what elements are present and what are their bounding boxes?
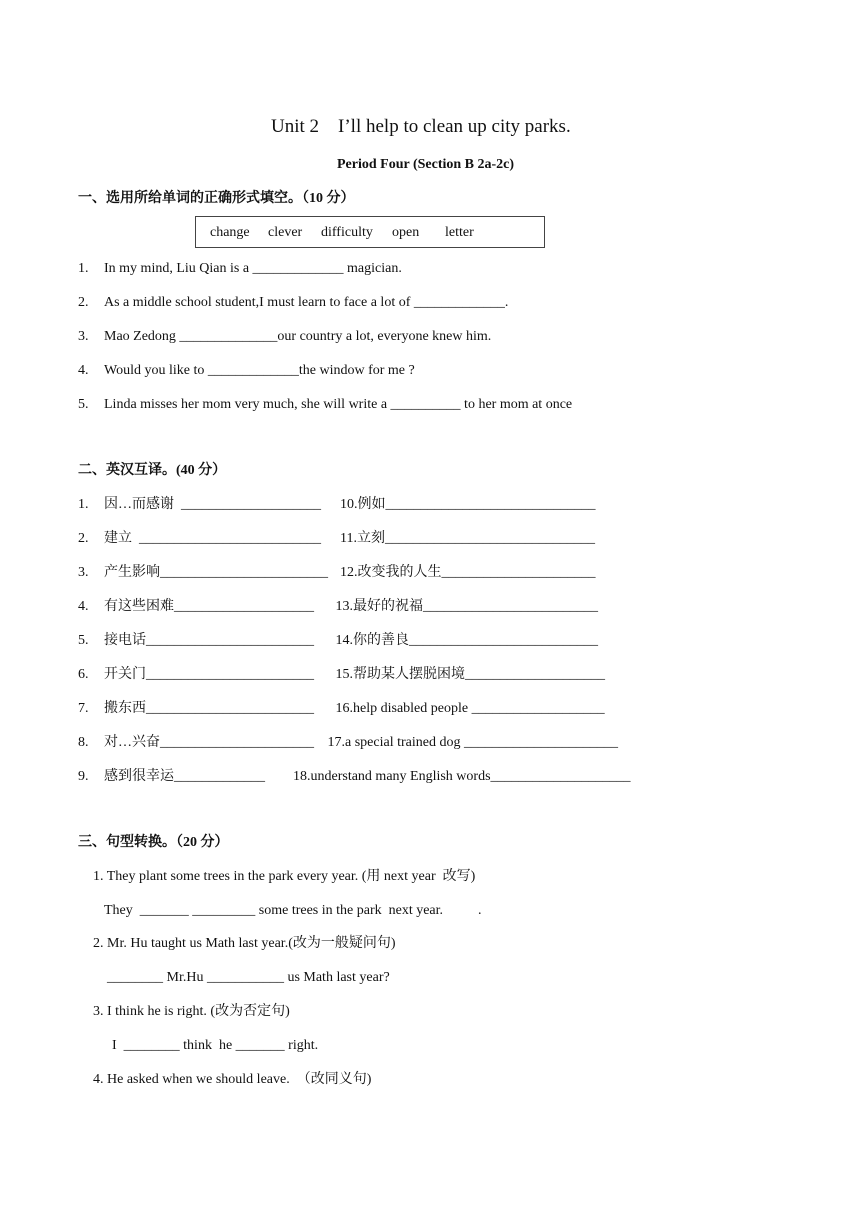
section3-heading: 三、句型转换。（20 分）	[78, 835, 229, 850]
rewrite-answer-line: They _______ _________ some trees in the park next year. .	[104, 903, 482, 918]
question-number: 4.	[78, 599, 89, 614]
translation-item-left: 对…兴奋______________________	[104, 735, 314, 750]
question-number: 4.	[78, 363, 89, 378]
rewrite-prompt: 4. He asked when we should leave. （改同义句)	[93, 1072, 372, 1087]
translation-item-right: 16.help disabled people ___________________	[332, 701, 605, 716]
translation-item-right: 13.最好的祝福_________________________	[332, 599, 598, 614]
translation-item-right: 14.你的善良___________________________	[332, 633, 598, 648]
fill-blank-question: Linda misses her mom very much, she will write a __________ to her mom at once	[104, 397, 573, 412]
question-number: 2.	[78, 531, 89, 546]
fill-blank-question: Would you like to _____________the window for me ?	[104, 363, 415, 378]
question-number: 9.	[78, 769, 89, 784]
translation-item-right: 18.understand many English words____________________	[279, 769, 631, 784]
word-bank-item: letter	[445, 225, 474, 240]
section1-heading: 一、选用所给单词的正确形式填空。（10 分）	[78, 191, 355, 206]
fill-blank-question: As a middle school student,I must learn to face a lot of _____________.	[104, 295, 509, 310]
word-bank-item: difficulty	[321, 225, 373, 240]
rewrite-answer-line: ________ Mr.Hu ___________ us Math last year?	[107, 970, 390, 985]
word-bank-item: clever	[268, 225, 303, 240]
question-number: 3.	[78, 565, 89, 580]
translation-item-left: 接电话________________________	[104, 633, 314, 648]
translation-item-left: 搬东西________________________	[104, 701, 314, 716]
question-number: 5.	[78, 397, 89, 412]
question-number: 8.	[78, 735, 89, 750]
translation-item-left: 产生影响________________________	[104, 565, 328, 580]
worksheet-title: Unit 2 I’ll help to clean up city parks.	[271, 116, 571, 137]
translation-item-left: 开关门________________________	[104, 667, 314, 682]
period-subtitle: Period Four (Section B 2a-2c)	[337, 157, 515, 172]
translation-item-left: 建立 __________________________	[104, 531, 321, 546]
question-number: 1.	[78, 261, 89, 276]
question-number: 7.	[78, 701, 89, 716]
rewrite-answer-line: I ________ think he _______ right.	[112, 1038, 319, 1053]
translation-item-left: 感到很幸运_____________	[104, 769, 265, 784]
translation-item-right: 12.改变我的人生______________________	[340, 565, 596, 580]
fill-blank-question: Mao Zedong ______________our country a lot, everyone knew him.	[104, 329, 492, 344]
translation-item-left: 有这些困难____________________	[104, 599, 314, 614]
rewrite-prompt: 2. Mr. Hu taught us Math last year.(改为一般疑问句)	[93, 936, 396, 951]
translation-item-right: 11.立刻______________________________	[340, 531, 595, 546]
translation-item-left: 因…而感谢 ____________________	[104, 497, 321, 512]
word-bank-box	[195, 216, 545, 248]
word-bank-item: change	[210, 225, 250, 240]
translation-item-right: 10.例如______________________________	[340, 497, 596, 512]
section2-heading: 二、英汉互译。(40 分）	[78, 463, 227, 478]
rewrite-prompt: 3. I think he is right. (改为否定句)	[93, 1004, 290, 1019]
word-bank-item: open	[392, 225, 420, 240]
question-number: 1.	[78, 497, 89, 512]
fill-blank-question: In my mind, Liu Qian is a _____________ magician.	[104, 261, 402, 276]
rewrite-prompt: 1. They plant some trees in the park every year. (用 next year 改写)	[93, 869, 476, 884]
question-number: 2.	[78, 295, 89, 310]
question-number: 3.	[78, 329, 89, 344]
question-number: 5.	[78, 633, 89, 648]
translation-item-right: 15.帮助某人摆脱困境____________________	[332, 667, 605, 682]
translation-item-right: 17.a special trained dog ______________________	[324, 735, 618, 750]
question-number: 6.	[78, 667, 89, 682]
